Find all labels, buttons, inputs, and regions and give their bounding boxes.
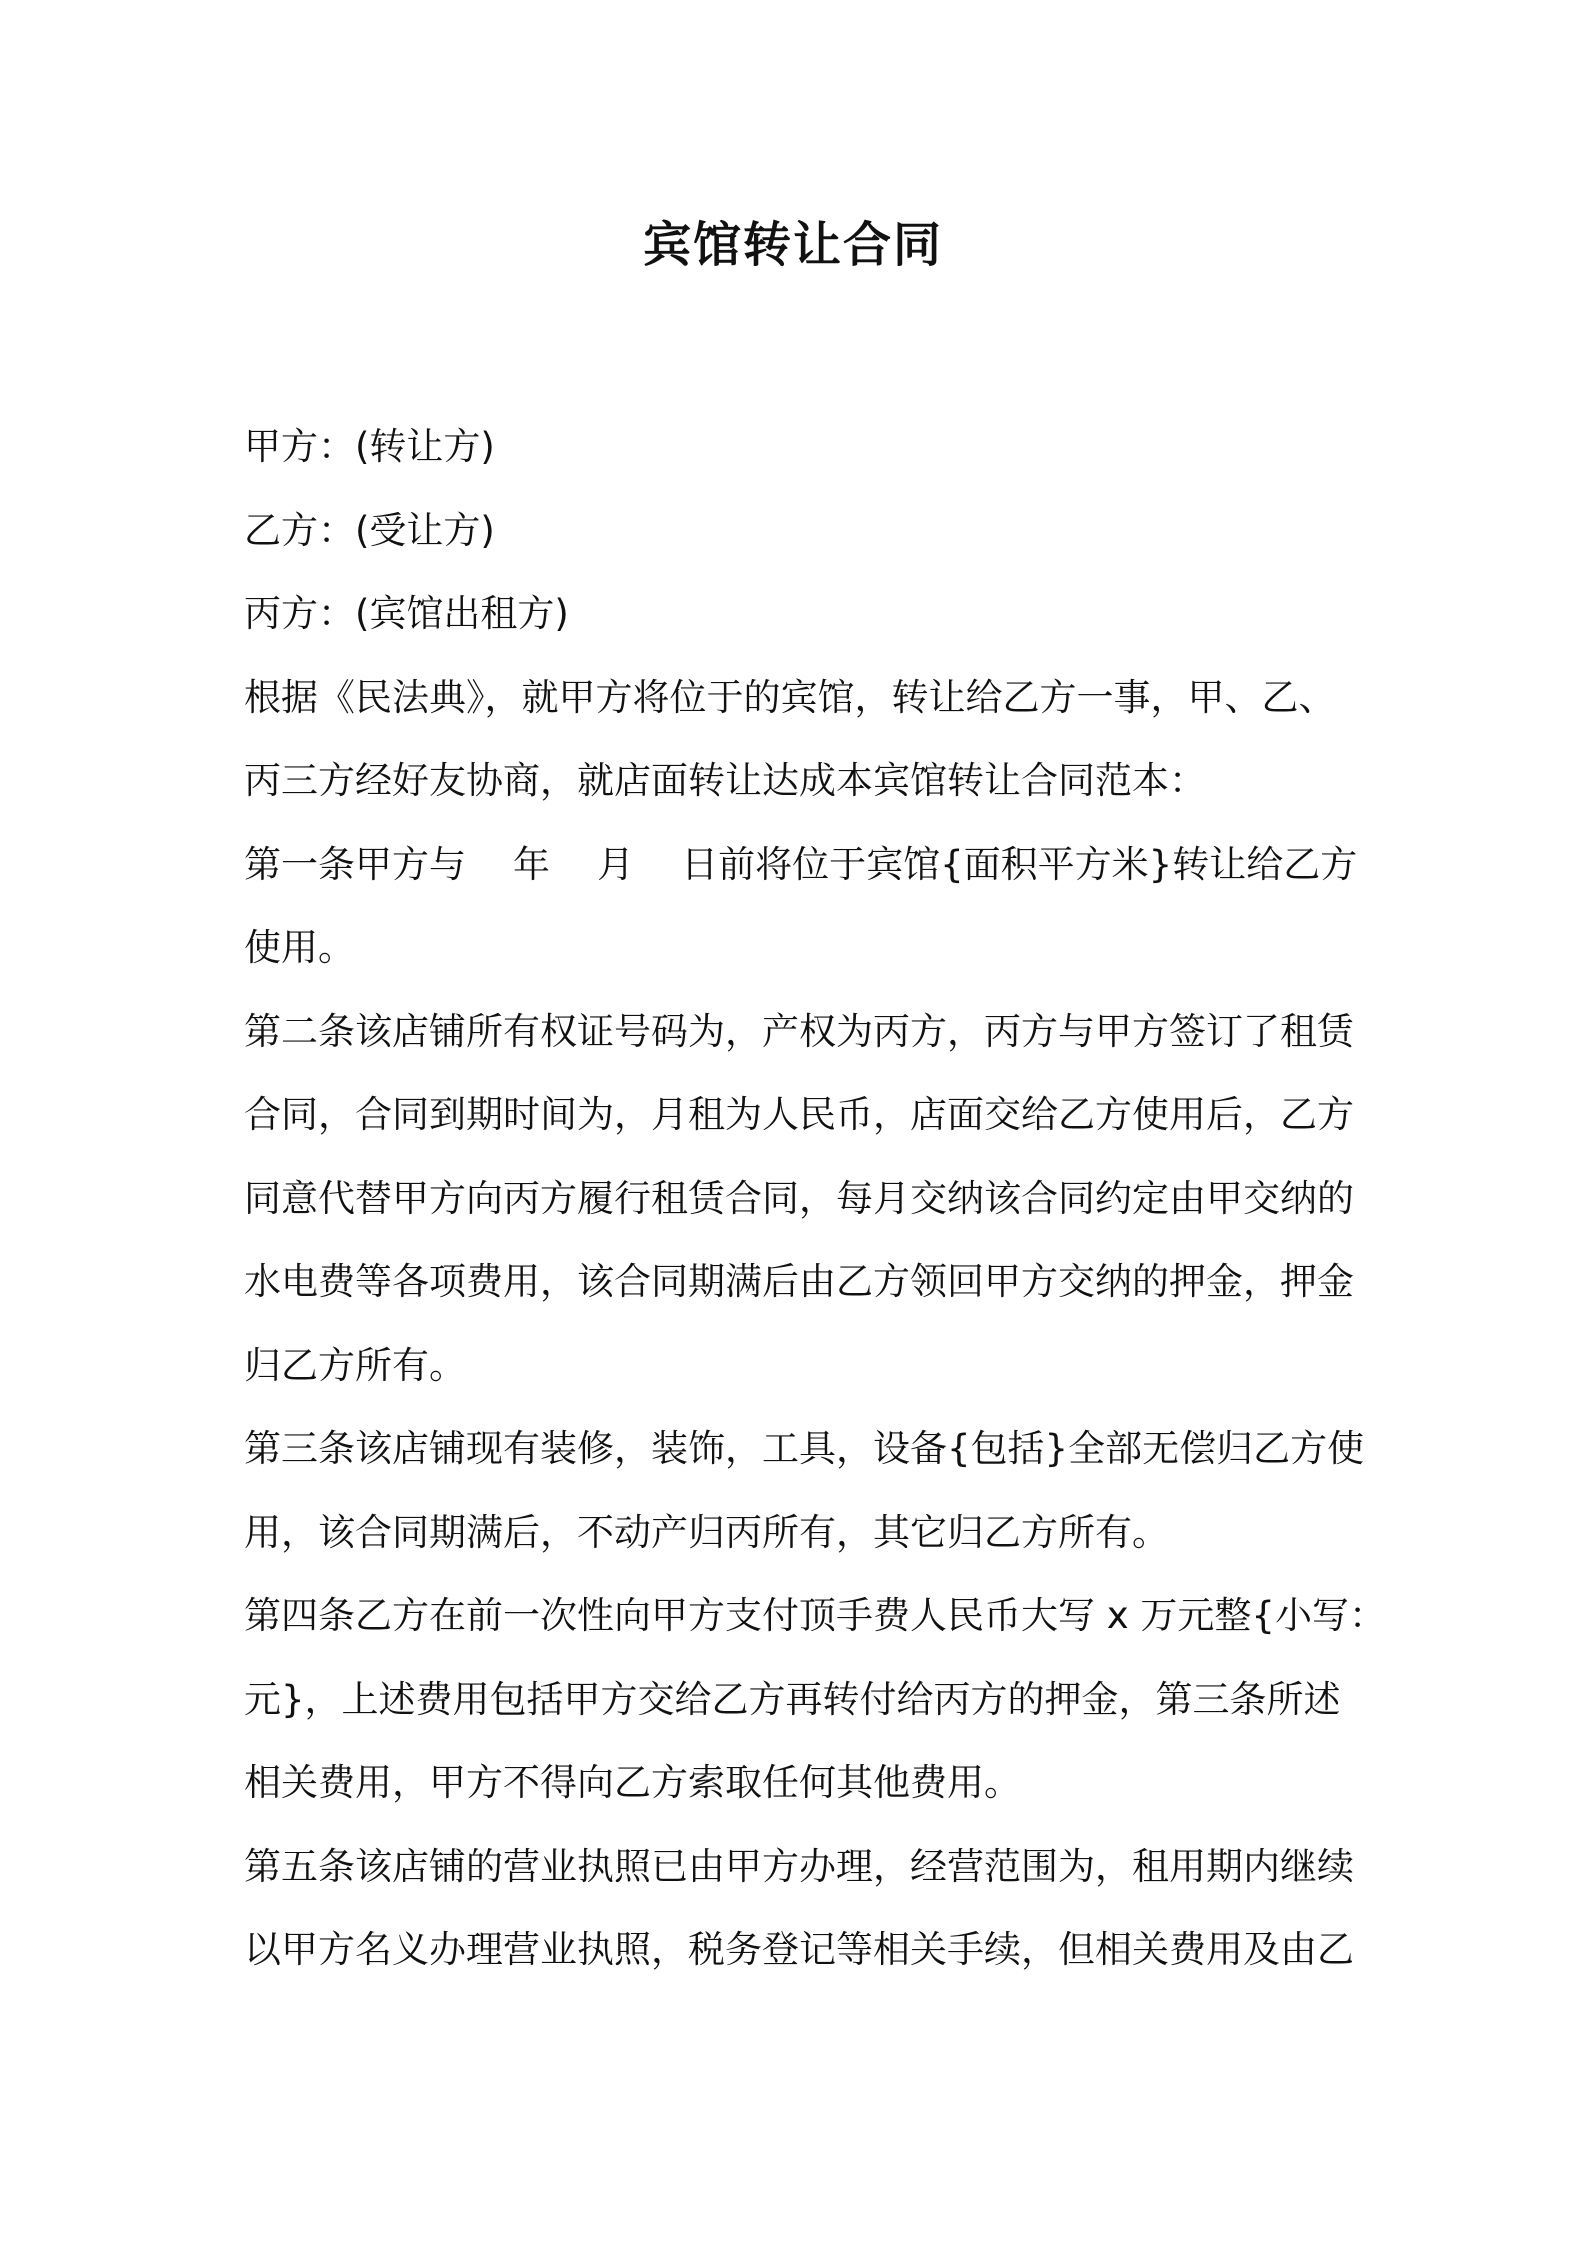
article-2-line: 归乙方所有。 bbox=[244, 1343, 466, 1387]
article-3-line: 第三条该店铺现有装修，装饰，工具，设备{包括}全部无偿归乙方使 bbox=[244, 1427, 1365, 1470]
article-2-line: 同意代替甲方向丙方履行租赁合同，每月交纳该合同约定由甲交纳的 bbox=[244, 1176, 1354, 1220]
document-body bbox=[244, 405, 1386, 1992]
article-3-line: 用，该合同期满后，不动产归丙所有，其它归乙方所有。 bbox=[244, 1510, 1169, 1554]
article-4-line: 相关费用，甲方不得向乙方索取任何其他费用。 bbox=[244, 1761, 1021, 1804]
article-4-line: 第四条乙方在前一次性向甲方支付顶手费人民币大写 x 万元整{小写： bbox=[244, 1594, 1386, 1637]
party-a-line: 甲方：(转让方) bbox=[244, 425, 495, 468]
party-c-line: 丙方：(宾馆出租方) bbox=[244, 592, 569, 635]
article-4-line: 元}，上述费用包括甲方交给乙方再转付给丙方的押金，第三条所述 bbox=[244, 1677, 1341, 1721]
article-1-line: 第一条甲方与 年 月 日前将位于宾馆{面积平方米}转让给乙方 bbox=[244, 842, 1358, 886]
article-2-line: 第二条该店铺所有权证号码为，产权为丙方，丙方与甲方签订了租赁 bbox=[244, 1009, 1354, 1053]
party-b-line: 乙方：(受让方) bbox=[244, 508, 495, 552]
article-2-line: 合同，合同到期时间为，月租为人民币，店面交给乙方使用后，乙方 bbox=[244, 1093, 1354, 1136]
preamble-line: 根据《民法典》，就甲方将位于的宾馆，转让给乙方一事，甲、乙、 bbox=[244, 675, 1336, 719]
article-1-line: 使用。 bbox=[244, 926, 355, 969]
article-5-line: 以甲方名义办理营业执照，税务登记等相关手续，但相关费用及由乙 bbox=[244, 1928, 1354, 1971]
article-5-line: 第五条该店铺的营业执照已由甲方办理，经营范围为，租用期内继续 bbox=[244, 1844, 1354, 1888]
article-2-line: 水电费等各项费用，该合同期满后由乙方领回甲方交纳的押金，押金 bbox=[244, 1260, 1354, 1303]
document-title: 宾馆转让合同 bbox=[642, 217, 943, 273]
preamble-line: 丙三方经好友协商，就店面转让达成本宾馆转让合同范本： bbox=[244, 759, 1206, 802]
